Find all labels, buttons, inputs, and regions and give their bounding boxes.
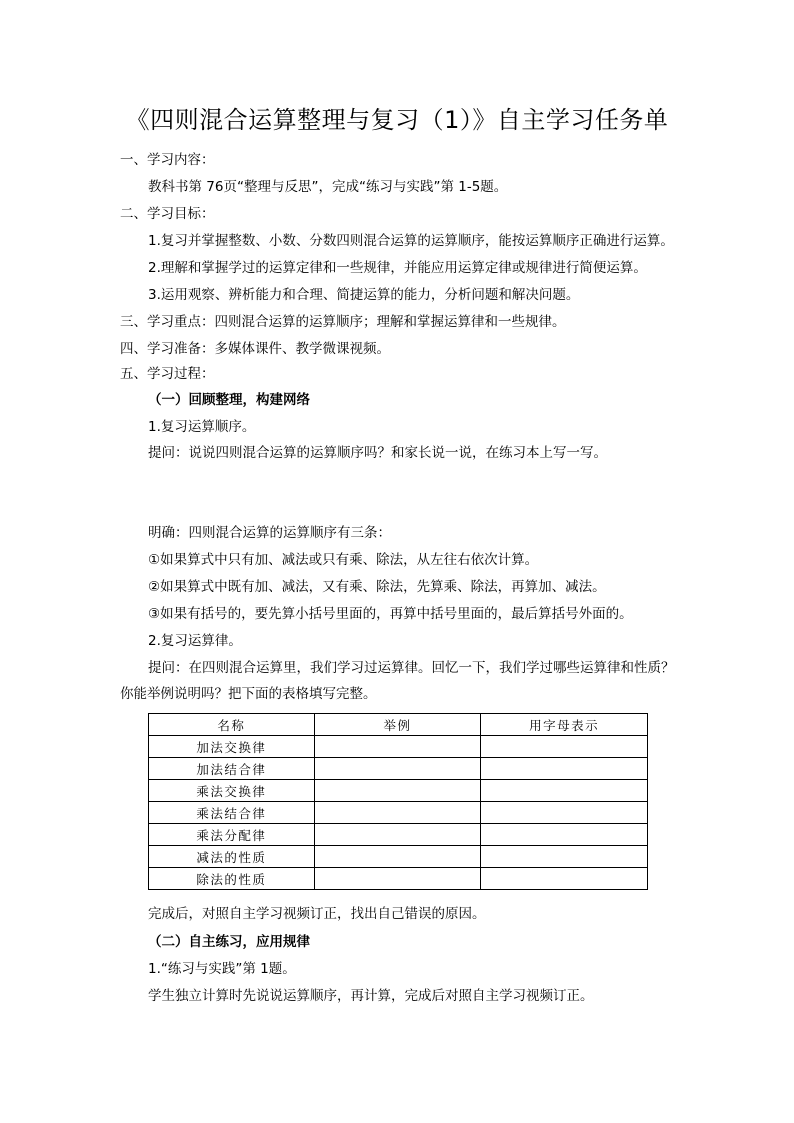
question-text: 提问：说说四则混合运算的运算顺序吗？和家长说一说，在练习本上写一写。	[148, 445, 607, 461]
goal-item: 3.运用观察、辨析能力和合理、简捷运算的能力，分析问题和解决问题。	[148, 287, 580, 303]
letter-form-cell[interactable]	[481, 736, 648, 758]
table-row	[149, 780, 648, 802]
law-table	[148, 713, 648, 890]
section-heading-process: 五、学习过程：	[120, 366, 215, 382]
law-name-cell: 加法结合律	[149, 758, 315, 780]
law-name-cell: 加法交换律	[149, 736, 315, 758]
table-row	[149, 736, 648, 758]
instruction-text: 学生独立计算时先说说运算顺序，再计算，完成后对照自主学习视频订正。	[148, 988, 594, 1004]
rule-item: ①如果算式中只有加、减法或只有乘、除法，从左往右依次计算。	[148, 552, 539, 568]
section-heading-goals: 二、学习目标：	[120, 206, 215, 222]
law-name-cell: 乘法分配律	[149, 824, 315, 846]
example-cell[interactable]	[314, 846, 481, 868]
letter-form-cell[interactable]	[481, 846, 648, 868]
example-cell[interactable]	[314, 802, 481, 824]
law-name-cell: 乘法交换律	[149, 780, 315, 802]
table-header-cell: 举例	[314, 714, 481, 736]
table-header-row	[149, 714, 648, 736]
example-cell[interactable]	[314, 868, 481, 890]
goal-item: 1.复习并掌握整数、小数、分数四则混合运算的运算顺序，能按运算顺序正确进行运算。	[148, 233, 674, 249]
content-text: 教科书第 76页“整理与反思”，完成“练习与实践”第 1-5题。	[148, 179, 508, 195]
letter-form-cell[interactable]	[481, 824, 648, 846]
letter-form-cell[interactable]	[481, 868, 648, 890]
letter-form-cell[interactable]	[481, 802, 648, 824]
page-title: 《四则混合运算整理与复习（1）》自主学习任务单	[125, 106, 669, 134]
question-text: 你能举例说明吗？把下面的表格填写完整。	[120, 686, 377, 702]
section-heading-focus: 三、学习重点：四则混合运算的运算顺序；理解和掌握运算律和一些规律。	[120, 314, 566, 330]
law-name-cell: 除法的性质	[149, 868, 315, 890]
example-cell[interactable]	[314, 758, 481, 780]
example-cell[interactable]	[314, 824, 481, 846]
letter-form-cell[interactable]	[481, 780, 648, 802]
letter-form-cell[interactable]	[481, 758, 648, 780]
table-row	[149, 824, 648, 846]
table-header-cell: 用字母表示	[481, 714, 648, 736]
example-cell[interactable]	[314, 780, 481, 802]
part-heading-review: （一）回顾整理，构建网络	[148, 392, 310, 408]
law-name-cell: 乘法结合律	[149, 802, 315, 824]
law-name-cell: 减法的性质	[149, 846, 315, 868]
part-heading-practice: （二）自主练习，应用规律	[148, 934, 310, 950]
step-heading: 1.复习运算顺序。	[148, 419, 256, 435]
table-row	[149, 846, 648, 868]
section-heading-content: 一、学习内容：	[120, 152, 215, 168]
goal-item: 2.理解和掌握学过的运算定律和一些规律，并能应用运算定律或规律进行简便运算。	[148, 260, 647, 276]
rule-item: ②如果算式中既有加、减法，又有乘、除法，先算乘、除法，再算加、减法。	[148, 579, 606, 595]
rule-item: ③如果有括号的，要先算小括号里面的，再算中括号里面的，最后算括号外面的。	[148, 606, 633, 622]
table-row	[149, 868, 648, 890]
step-heading: 1.“练习与实践”第 1题。	[148, 961, 296, 977]
step-heading: 2.复习运算律。	[148, 633, 242, 649]
section-heading-prep: 四、学习准备：多媒体课件、教学微课视频。	[120, 341, 390, 357]
question-text: 提问：在四则混合运算里，我们学习过运算律。回忆一下，我们学过哪些运算律和性质？	[148, 660, 675, 676]
table-header-cell: 名称	[149, 714, 315, 736]
instruction-text: 完成后，对照自主学习视频订正，找出自己错误的原因。	[148, 906, 486, 922]
table-row	[149, 758, 648, 780]
table-row	[149, 802, 648, 824]
answer-text: 明确：四则混合运算的运算顺序有三条：	[148, 525, 391, 541]
example-cell[interactable]	[314, 736, 481, 758]
